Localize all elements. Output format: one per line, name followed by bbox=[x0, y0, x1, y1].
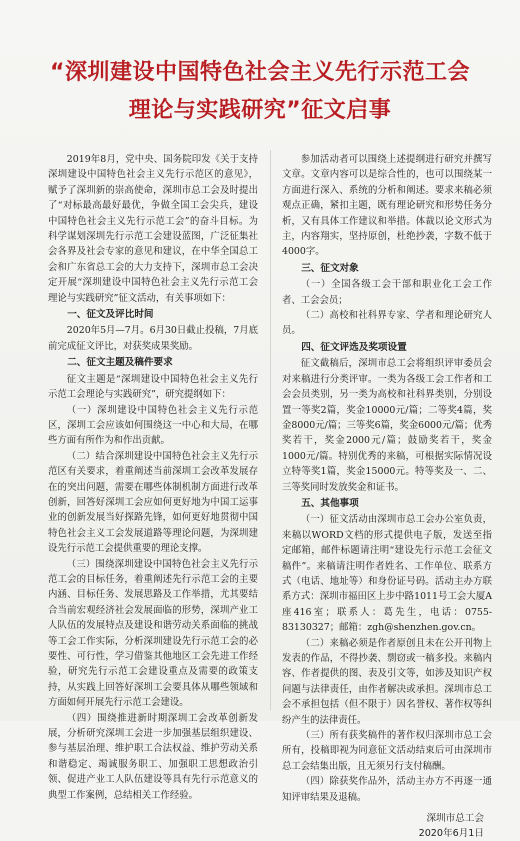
section-1-body: 2020年5月—7月。6月30日截止投稿，7月底前完成征文评比，对获奖成果奖励。 bbox=[48, 325, 258, 352]
section-5-paragraph: （二）来稿必须是作者原创且未在公开刊物上发表的作品，不得抄袭、剽窃或一稿多投。来稿内容、作者提供的图、表及引文等，如涉及知识产权问题与法律责任，由作者解决或承担。深圳市总工会不承担包括（但不限于）因名誉权、著作权等纠纷产生的法律责任。 bbox=[282, 637, 492, 726]
section-5-heading: 五、其他事项 bbox=[301, 497, 359, 509]
signature-org: 深圳市总工会 bbox=[426, 813, 484, 825]
section-2-paragraph: 参加活动者可以围绕上述提纲进行研究并撰写文章。文章内容可以是综合性的，也可以围绕某一方面进行深入、系统的分析和阐述。要求来稿必须观点正确，紧扣主题，既有理论研究和形势任务分析，又有具体工作建议和举措。体裁以论文形式为主，内容翔实，坚持原创，杜绝抄袭，字数不低于4000字。 bbox=[282, 154, 492, 258]
signature-block bbox=[282, 811, 492, 841]
section-2-paragraph: （三）围绕深圳建设中国特色社会主义先行示范工会的目标任务，着重阐述先行示范工会的主要内涵、目标任务、发展思路及工作举措，尤其要结合当前宏观经济社会发展面临的形势，深圳产业工人队伍的发展特点及建设和谐劳动关系面临的挑战等工会工作实际，分析深圳建设先行示范工会的必要性、可行性，学习借鉴其他地区工会先进工作经验，研究先行示范工会建设重点及需要的政策支持，从实践上回答好深圳工会要具体从哪些领域和方面如何开展先行示范工会建设。 bbox=[48, 558, 258, 709]
intro-paragraph: 2019年8月，党中央、国务院印发《关于支持深圳建设中国特色社会主义先行示范区的意见》，赋予了深圳新的崇高使命，深圳市总工会及时提出了“对标最高最好最优，争做全国工会尖兵，建设中国特色社会主义先行示范工会”的奋斗目标。为科学谋划深圳先行示范工会建设蓝图，广泛征集社会各界及社会专家的意见和建议，在中华全国总工会和广东省总工会的大力支持下，深圳市总工会决定开展“深圳建设中国特色社会主义先行示范工会理论与实践研究”征文活动，有关事项如下： bbox=[48, 154, 258, 304]
section-2-paragraph: 征文主题是“深圳建设中国特色社会主义先行示范工会理论与实践研究”，研究提纲如下： bbox=[48, 373, 258, 401]
signature-date: 2020年6月1日 bbox=[418, 828, 484, 840]
section-5-paragraph: （四）除获奖作品外，活动主办方不再逐一通知评审结果及退稿。 bbox=[282, 776, 492, 803]
section-2-paragraph: （四）围绕推进新时期深圳工会改革创新发展，分析研究深圳工会进一步加强基层组织建设、参与基层治理、维护职工合法权益、维护劳动关系和谐稳定、竭诚服务职工、加强职工思想政治引领、促进产业工人队伍建设等具有先行示范意义的典型工作案例，总结相关工作经验。 bbox=[48, 712, 258, 801]
section-3-heading: 三、征文对象 bbox=[301, 262, 359, 274]
section-3-paragraph: （二）高校和社科界专家、学者和理论研究人员。 bbox=[282, 310, 492, 337]
left-column bbox=[48, 152, 258, 801]
section-2-paragraph: （一）深圳建设中国特色社会主义先行示范区，深圳工会应该如何围绕这一中心和大局，在哪些方面有所作为和作出贡献。 bbox=[48, 404, 258, 447]
section-1-heading: 一、征文及评比时间 bbox=[67, 309, 154, 321]
section-2-heading: 二、征文主题及稿件要求 bbox=[67, 357, 173, 369]
section-4-body: 征文截稿后，深圳市总工会将组织评审委员会对来稿进行分类评审。一类为各级工会工作者和工会会员类别，另一类为高校和社科界类别，分别设置一等奖2篇，奖金10000元/篇；二等奖4篇，奖金8000元/篇；三等奖6篇，奖金6000元/篇；优秀奖若干，奖金2000元/篇；鼓励奖若干，奖金1000元/篇。特别优秀的来稿，可根据实际情况设立特等奖1篇，奖金15000元。特等奖及一、二、三等奖同时发放奖金和证书。 bbox=[282, 358, 493, 493]
section-5-paragraph: （一）征文活动由深圳市总工会办公室负责，来稿以WORD文档的形式提供电子版，发送至指定邮箱，邮件标题请注明“建设先行示范工会征文稿件”。来稿请注明作者姓名、工作单位、联系方式（电话、地址等）和身份证号码。活动主办方联系方式：深圳市福田区上步中路1011号工会大厦A座416室；联系人：葛先生，电话：0755-83130327；邮箱：zgh@shenzhen.gov.cn。 bbox=[282, 514, 492, 634]
title-line-2: 理论与实践研究”征文启事 bbox=[128, 98, 392, 123]
section-4-heading: 四、征文评选及奖项设置 bbox=[301, 341, 407, 353]
right-column bbox=[282, 152, 493, 840]
column-divider bbox=[270, 150, 271, 710]
title-line-1: “深圳建设中国特色社会主义先行示范工会 bbox=[50, 60, 470, 85]
notice-title bbox=[10, 58, 510, 126]
section-2-paragraph: （二）结合深圳建设中国特色社会主义先行示范区有关要求，着重阐述当前深圳工会改革发展存在的突出问题，需要在哪些体制机制方面进行改革创新，回答好深圳工会应如何更好地为中国工运事业的创新发展当好探路先锋，如何更好地贯彻中国特色社会主义工会发展道路等理论问题，为深圳建设先行示范工会提供重要的理论支撑。 bbox=[48, 450, 258, 555]
section-5-paragraph: （三）所有获奖稿件的著作权归深圳市总工会所有，投稿即视为同意征文活动结束后可由深圳市总工会结集出版，且无须另行支付稿酬。 bbox=[282, 730, 492, 772]
section-3-paragraph: （一）全国各级工会干部和职业化工会工作者、工会会员； bbox=[282, 279, 492, 306]
